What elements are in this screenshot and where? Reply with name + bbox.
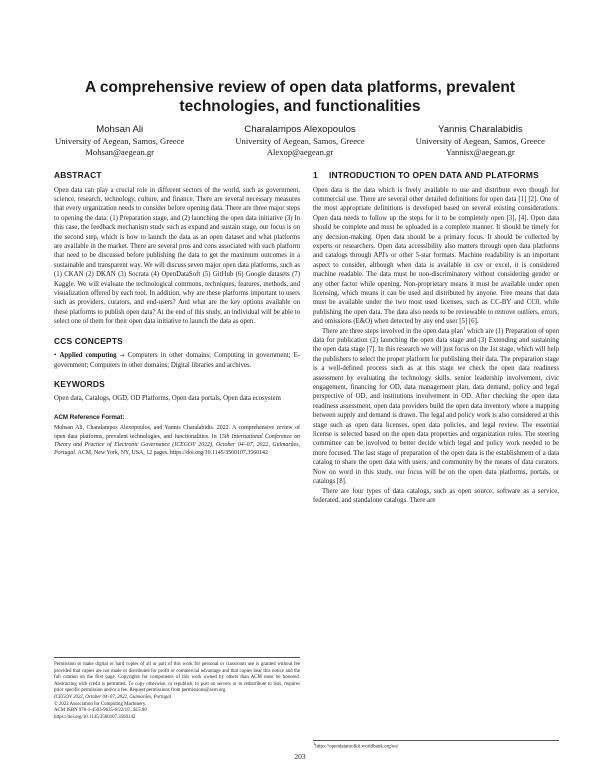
author-email[interactable]: Yannisx@aegean.gr (445, 147, 515, 157)
intro-text: which are (1) Preparation of open data for publication (2) launching the open data stage and (3) Extending and sustaining the open data stage [7]. In this research we will just focus on the 1st stage, which will help the publishers to select the proper platform for publishing their data. The preparation stage is a well-defined process such as at this stage we check the open data readiness assessment by evaluating the technology skills, senior leadership involvement, civic engagement, financing for OD, data management plan, data demand, policy and legal perspective of OD, and institutions involvement in OD. After checking the open data readiness assessment, open data providers build the open data inventory where a mapping between supply and demand is drawn. The legal and policy work is also considered at this stage such as open data licenses, open data policies, and legal review. The essential license is selected based on the open data properties and organization rules. The steering committee can be involved to better decide which legal and policy work needed to be more focused. The last stage of preparation of the open data is the establishment of a data catalog to share the open data with users, and community by the means of data curators. Now on word in this study, our focus will be on the open data platforms, portals, or catalogs [8]. (313, 327, 560, 486)
conference-name: ICEGOV 2022, October 04–07, 2022, Guimarães, Portugal (54, 694, 172, 700)
permission-text: Permission to make digital or hard copies of all or part of this work for personal or classroom use is granted without fee provided that copies are not made or distributed for profit or commercial advantage and that copies bear this notice and the full citation on the first page. Copyrights for components of this work owned by others than ACM must be honored. Abstracting with credit is permitted. To copy otherwise, or republish, to post on servers or to redistribute to lists, requires prior specific permission and/or a fee. Request permissions from permissions@acm.org. (54, 662, 300, 694)
author-name: Mohsan Ali (96, 124, 144, 135)
ccs-heading: CCS CONCEPTS (54, 335, 123, 346)
intro-paragraph: Open data is the data which is freely available to use and distribute even though for commercial use. There are several other detailed definitions for open data [1] [2]. One of the most appropriate definitions is developed based on several existing considerations. Open data needs to follow up the steps for it to be completely open [3], [4]. Open data should be complete and must be uploaded in a complete manner. It should be timely for any decision-making. Open data should be a primary focus. It should be collected by experts or researchers. Open data accessibility also matters through open data platforms and catalogs through API's or other 5-star formats. Machine readability is an important aspect to consider, although when data is available in csv or excel, it is considered machine readable. The data must be non-discriminatory without considering gender or any other factor while opening. Non-proprietary means it must be available under open licensing, which means it can be used and distributed by anyone. Free means that data must be available under the two most used licenses, such as CC-BY and CC0, while publishing the open data. The data also needs to be reviewable to remove outliers, errors, and omissions (E&O) when detected by any end user [5] [6]. (313, 186, 559, 326)
keywords-heading: KEYWORDS (54, 378, 105, 389)
keywords-section (54, 379, 300, 404)
paper-title: A comprehensive review of open data platforms, prevalent technologies, and functionalities (84, 79, 516, 115)
intro-paragraph: There are four types of data catalogs, such as open source, software as a service, federated, and standalone catalogs. There are (313, 487, 559, 504)
intro-heading (313, 170, 559, 181)
ccs-lead: Applied computing (59, 352, 117, 360)
footnote (313, 740, 559, 751)
keywords-text: Open data, Catalogs, OGD, OD Platforms, Open data portals, Open data ecosystem (54, 395, 281, 403)
abstract-text: Open data can play a crucial role in different sectors of the world, such as government, science, research, technology, culture, and finance. There are several necessary measures that every organization needs to consider before opening data. There are three major steps to opening the data: (1) Preparation stage, and (2) launching the open data initiative (3) In this case, the feedback mechanism study such as expand and sustain stage, our focus is on the second step, which is how to launch the data as an open dataset and what platforms are available in the market. There are several pros and cons associated with each platform that need to be discussed before publishing the data to get the maximum outcomes in a sustainable and transparent way. We will discuss seven major open data platforms, such as (1) CKAN (2) DKAN (3) Socrata (4) OpenDataSoft (5) GitHub (6) Google datasets (7) Kaggle. We will evaluate the technological commons, techniques, features, methods, and visualization offered by each tool. In addition, why are these platforms important to users such as providers, curators, and end-users? And what are the key options available on these platforms to publish open data? At the end of this study, an individual will be able to select one of them for their open data initiative to launch the data as open. (54, 186, 300, 326)
intro-text: There are three steps involved in the open data plan (322, 327, 463, 335)
ccs-bullet: • (54, 352, 57, 360)
author-email[interactable]: Mohsan@aegean.gr (85, 147, 155, 157)
reference-tail: ACM, New York, NY, USA, 12 pages. https://doi.org/10.1145/3560107.3560142 (77, 450, 268, 457)
section-number: 1 (313, 170, 318, 180)
reference-format (54, 413, 300, 458)
author-block (235, 124, 364, 159)
reference-authors: Mohsan Ali, Charalampos Alexopoulos, and Yannis Charalabidis. 2022. A comprehensive review of open data platforms, prevalent technologies, and functionalities. In (54, 425, 300, 440)
abstract-section (54, 170, 300, 327)
ccs-text (54, 351, 300, 370)
left-column (54, 170, 300, 457)
author-list (55, 124, 545, 159)
doi-link[interactable]: https://doi.org/10.1145/3560107.3560142 (54, 714, 136, 720)
author-block (55, 124, 184, 159)
arrow-icon: → (119, 352, 125, 360)
author-block (416, 124, 545, 159)
reference-venue: 15th International Conference on Theory and Practice of Electronic Governance (ICEGOV 2022), October 04–07, 2022, Guimarães, Portugal. (54, 433, 300, 457)
reference-format-heading: ACM Reference Format: (54, 413, 125, 421)
author-affiliation: University of Aegean, Samos, Greece (55, 135, 185, 146)
permission-block (54, 657, 300, 721)
author-name: Charalampos Alexopoulos (244, 124, 356, 135)
author-affiliation: University of Aegean, Samos, Greece (415, 135, 545, 146)
author-name: Yannis Charalabidis (438, 124, 523, 135)
section-title: INTRODUCTION TO OPEN DATA AND PLATFORMS (329, 170, 539, 180)
footnote-mark: 1 (313, 741, 316, 746)
footnote-marker[interactable]: 1 (463, 325, 466, 331)
reference-format-text (54, 424, 300, 457)
abstract-heading: ABSTRACT (54, 170, 102, 180)
ccs-concepts: Computers in other domains; Computing in government; E-government; Computers in other domains; Digital libraries and archives. (54, 352, 301, 369)
author-email[interactable]: Alexop@aegean.gr (266, 147, 334, 157)
intro-paragraph (313, 327, 559, 487)
copyright-line: © 2022 Association for Computing Machinery. (54, 701, 147, 707)
author-affiliation: University of Aegean, Samos, Greece (235, 135, 365, 146)
isbn-line: ACM ISBN 978-1-4503-9635-6/22/10...$15.00 (54, 708, 147, 714)
right-column (313, 170, 559, 505)
ccs-section (54, 336, 300, 370)
page-number: 203 (294, 752, 306, 761)
conference-line (54, 695, 300, 702)
footnote-link[interactable]: https://opendatatoolkit.worldbank.org/en/ (315, 744, 399, 750)
